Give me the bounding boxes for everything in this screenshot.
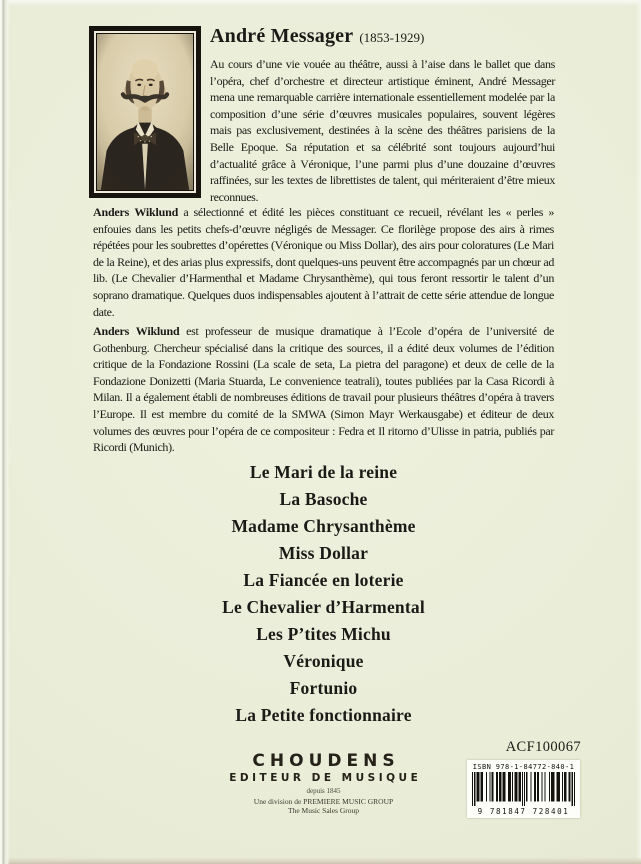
portrait-frame — [89, 26, 201, 198]
editor-paragraph-2 — [93, 323, 554, 456]
editor-name-lead-2: Anders Wiklund — [93, 324, 180, 338]
publisher-tagline: EDITEUR DE MUSIQUE — [229, 772, 422, 784]
work-title: Fortunio — [289, 678, 358, 698]
page-title — [210, 25, 555, 48]
work-title: Madame Chrysanthème — [231, 516, 416, 536]
work-title: La Petite fonctionnaire — [235, 705, 412, 725]
work-title: Le Mari de la reine — [249, 462, 398, 482]
editor-name-lead-1: Anders Wiklund — [93, 205, 179, 219]
page-edge-right — [636, 0, 641, 864]
editor-paragraph-2-text: est professeur de musique dramatique à l’Ecole d’opéra de l’université de Gothenburg. Chercheur spécialisé dans la critique des sources, il a édité deux volumes de l’édition critique de la Fondazione Rossini (La scale de seta, La pietra del paragone) et deux de celle de la Fondazione Donizetti (Maria Stuarda, Le convenience teatrali), toutes publiées par la Casa Ricordi à Milan. Il a également établi de nombreuses éditions de travail pour plusieurs théâtres d’opéra à travers l’Europe. Il est membre du comité de la SMWA (Simon Mayr Werkausgabe) et éditeur de deux volumes des œuvres pour l’opéra de ce compositeur : Fedra et Il ritorno d’Ulisse in patria, publiés par Ricordi (Munich). — [93, 324, 554, 455]
isbn-label: ISBN 978-1-84772-840-1 — [472, 763, 575, 771]
page-edge-top — [0, 0, 641, 6]
works-list — [60, 459, 587, 729]
work-title: Miss Dollar — [278, 543, 369, 563]
publisher-since: depuis 1845 — [306, 787, 341, 795]
biography-paragraph: Au cours d’une vie vouée au théâtre, aussi à l’aise dans le ballet que dans l’opéra, chef d’orchestre et directeur artistique éminent, André Messager mena une remarquable carrière internationale essentiellement modelée par la composition d’une série d’œuvres musicales populaires, souvent légères mais pas exclusivement, destinées à la scène des théâtres parisiens de la Belle Epoque. Sa réputation et sa célébrité sont toujours aujourd’hui d’actualité grâce à Véronique, l’une parmi plus d’une douzaine d’œuvres raffinées, sur les textes de librettistes de talent, qui mériteraient d’être mieux reconnues. — [210, 57, 555, 204]
catalog-number: ACF100067 — [505, 739, 581, 755]
work-title: La Fiancée en loterie — [243, 570, 404, 590]
publisher-name: CHOUDENS — [252, 751, 400, 771]
work-title: Véronique — [283, 651, 364, 671]
page-edge-left — [0, 0, 10, 864]
composer-name: André Messager — [210, 25, 354, 47]
isbn-barcode — [467, 760, 580, 818]
composer-dates: (1853-1929) — [359, 30, 425, 45]
work-title: Le Chevalier d’Harmental — [222, 597, 425, 617]
portrait-mat — [94, 31, 196, 193]
editor-paragraph-1 — [93, 204, 554, 320]
andre-messager-portrait-photo — [96, 33, 194, 191]
editor-paragraph-1-text: a sélectionné et édité les pièces constituant ce recueil, révélant les « perles » enfouies dans les petits chefs-d’œuvre négligés de Messager. Ce florilège propose des airs à rimes répétées pour les soubrettes d’opérettes (Véronique ou Miss Dollar), des airs pour coloratures (Le Mari de la Reine), et des arias plus expressifs, dont quelques-uns peuvent être accompagnés par un chœur ad lib. (Le Chevalier d’Harmenthal et Madame Chrysanthème), qui tous feront ressortir le talent d’un soprano dramatique. Quelques duos indispensables ajoutent à l’attrait de cette série attendue de longue date. — [93, 205, 554, 319]
publisher-division: Une division de PREMIERE MUSIC GROUP — [253, 797, 394, 806]
publisher-group: The Music Sales Group — [287, 806, 360, 815]
barcode-digits: 9 781847 728401 — [477, 807, 570, 816]
work-title: La Basoche — [279, 489, 368, 509]
barcode-bars — [472, 772, 575, 806]
work-title: Les P’tites Michu — [256, 624, 391, 644]
page-edge-bottom — [0, 857, 641, 864]
